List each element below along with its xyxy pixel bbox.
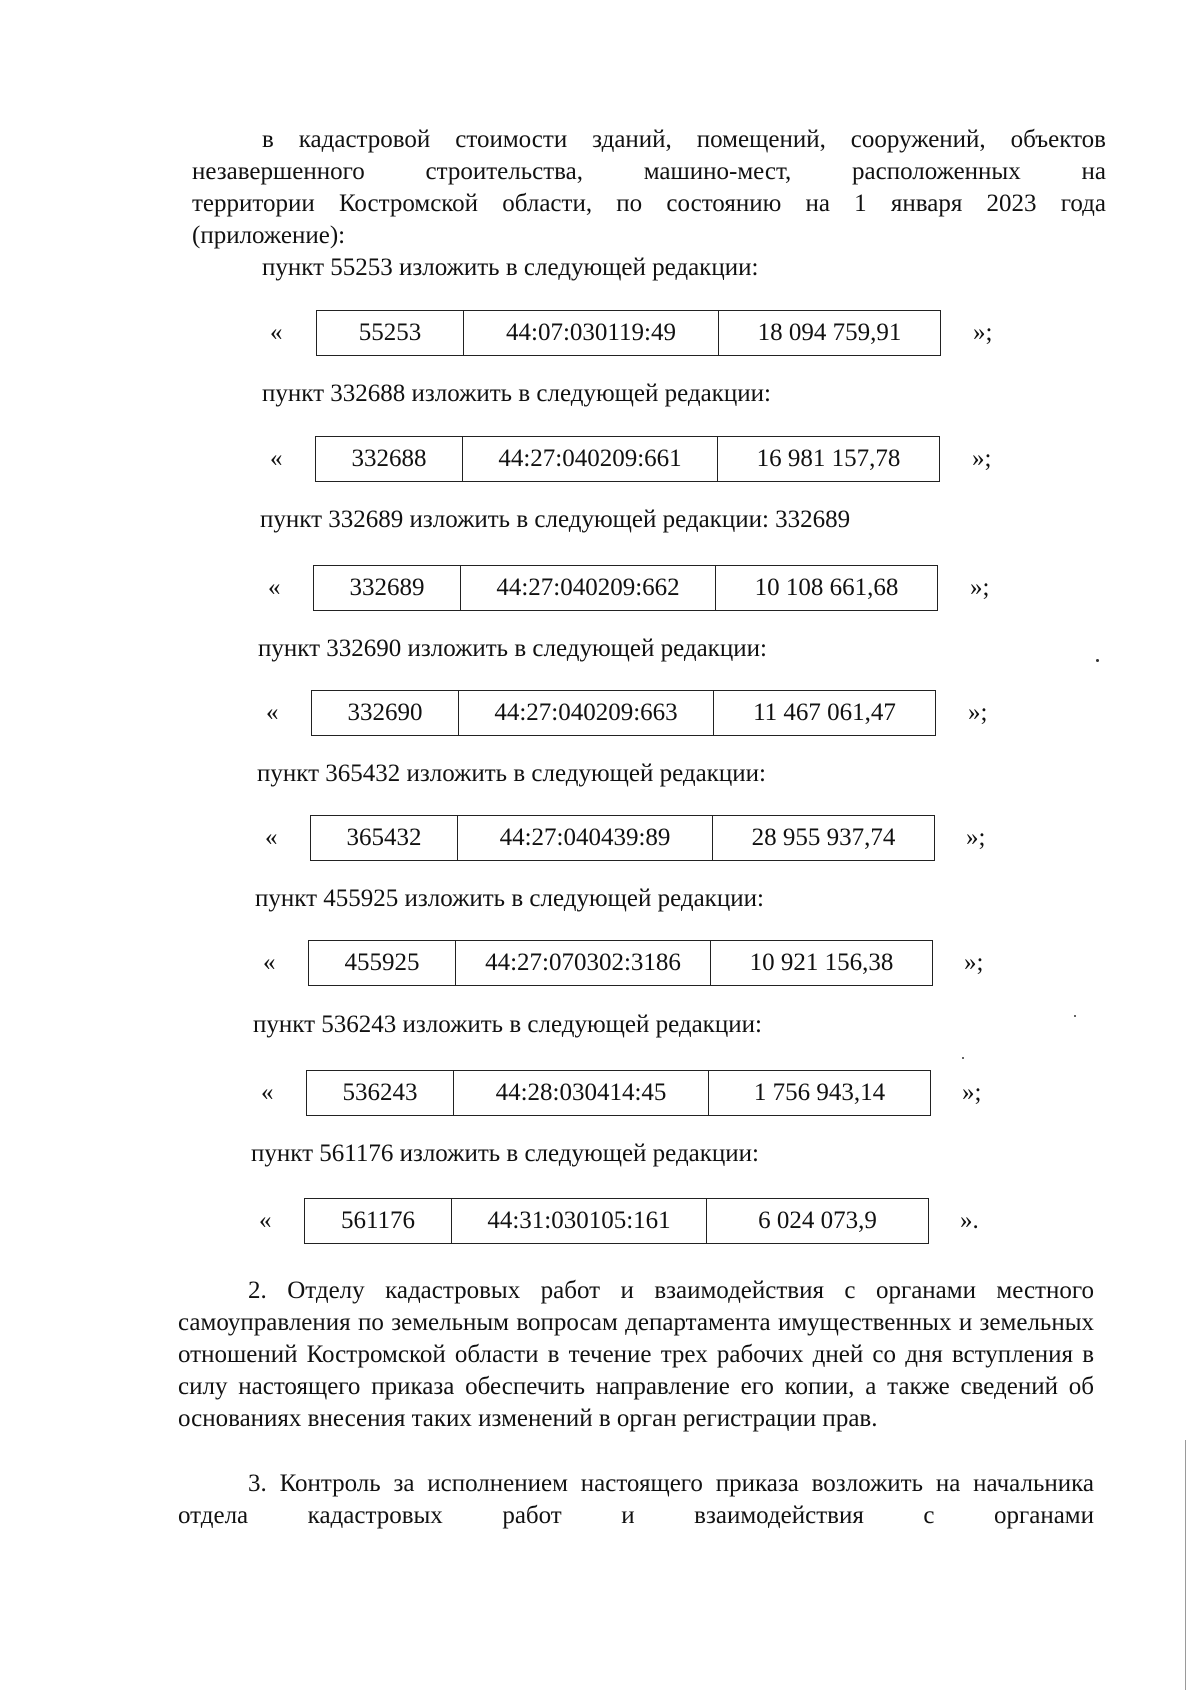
intro-paragraph [192,124,1106,252]
item-row [0,690,1200,736]
item-table [313,565,938,611]
item-number-cell: 536243 [307,1071,454,1116]
item-label: пункт 455925 изложить в следующей редакции: [255,885,764,912]
close-quote: »; [968,699,988,726]
item-table [315,436,940,482]
item-row [0,436,1200,482]
item-table [306,1070,931,1116]
open-quote: « [270,445,283,472]
item-number-cell: 561176 [305,1199,452,1244]
item-number-cell: 332688 [316,437,463,482]
open-quote: « [268,574,281,601]
item-number-cell: 332690 [312,691,459,736]
close-quote: »; [964,949,984,976]
cadastral-value-cell: 6 024 073,9 [707,1199,929,1244]
cadastral-number-cell: 44:31:030105:161 [452,1199,707,1244]
intro-line-4: (приложение): [192,222,346,249]
cadastral-number-cell: 44:27:040209:663 [459,691,714,736]
cadastral-value-cell: 18 094 759,91 [719,311,941,356]
scan-speck [1096,659,1099,662]
intro-line-2: незавершенного строительства, машино-мест, расположенных на [192,158,1106,185]
cadastral-value-cell: 10 921 156,38 [711,941,933,986]
cadastral-value-cell: 28 955 937,74 [713,816,935,861]
close-quote: »; [973,319,993,346]
open-quote: « [265,824,278,851]
close-quote: ». [960,1207,979,1234]
item-label: пункт 365432 изложить в следующей редакции: [257,760,766,787]
item-row [0,310,1200,356]
paragraph-2-text: 2. Отделу кадастровых работ и взаимодействия с органами местного самоуправления по земельным вопросам департамента имущественных и земельных отношений Костромской области в течение трех рабочих дней со дня вступления в силу настоящего приказа обеспечить направление его копии, а также сведений об основаниях внесения таких изменений в орган регистрации прав. [178,1277,1094,1432]
intro-line-1-text: в кадастровой стоимости зданий, помещений, сооружений, объектов [262,126,1106,153]
intro-line-3: территории Костромской области, по состоянию на 1 января 2023 года [192,190,1106,217]
scan-speck [962,1057,964,1059]
open-quote: « [266,699,279,726]
item-number-cell: 55253 [317,311,464,356]
item-label: пункт 332688 изложить в следующей редакции: [262,380,771,407]
cadastral-number-cell: 44:27:070302:3186 [456,941,711,986]
item-number-cell: 455925 [309,941,456,986]
paragraph-2 [178,1275,1094,1435]
item-row [0,815,1200,861]
cadastral-number-cell: 44:07:030119:49 [464,311,719,356]
scan-edge [1185,1440,1186,1690]
item-label: пункт 55253 изложить в следующей редакции: [262,254,759,281]
close-quote: »; [966,824,986,851]
paragraph-3-text: 3. Контроль за исполнением настоящего приказа возложить на начальника отдела кадастровых работ и взаимодействия с органами [178,1470,1094,1529]
close-quote: »; [962,1079,982,1106]
scan-speck [1074,1015,1076,1017]
open-quote: « [259,1207,272,1234]
item-table [316,310,941,356]
item-row [0,940,1200,986]
intro-line-1 [192,124,1106,156]
cadastral-value-cell: 10 108 661,68 [716,566,938,611]
item-row [0,1070,1200,1116]
item-row [0,1198,1200,1244]
item-label: пункт 332689 изложить в следующей редакции: 332689 [260,506,851,533]
item-table [308,940,933,986]
item-row [0,565,1200,611]
item-table [311,690,936,736]
cadastral-value-cell: 16 981 157,78 [718,437,940,482]
open-quote: « [263,949,276,976]
item-table [310,815,935,861]
cadastral-number-cell: 44:28:030414:45 [454,1071,709,1116]
cadastral-number-cell: 44:27:040439:89 [458,816,713,861]
close-quote: »; [970,574,990,601]
cadastral-value-cell: 1 756 943,14 [709,1071,931,1116]
item-label: пункт 332690 изложить в следующей редакции: [258,635,767,662]
cadastral-number-cell: 44:27:040209:661 [463,437,718,482]
open-quote: « [270,319,283,346]
item-number-cell: 365432 [311,816,458,861]
item-table [304,1198,929,1244]
close-quote: »; [972,445,992,472]
cadastral-number-cell: 44:27:040209:662 [461,566,716,611]
item-label: пункт 536243 изложить в следующей редакции: [253,1011,762,1038]
paragraph-3 [178,1468,1094,1532]
item-label: пункт 561176 изложить в следующей редакции: [251,1140,759,1167]
item-number-cell: 332689 [314,566,461,611]
open-quote: « [261,1079,274,1106]
cadastral-value-cell: 11 467 061,47 [714,691,936,736]
